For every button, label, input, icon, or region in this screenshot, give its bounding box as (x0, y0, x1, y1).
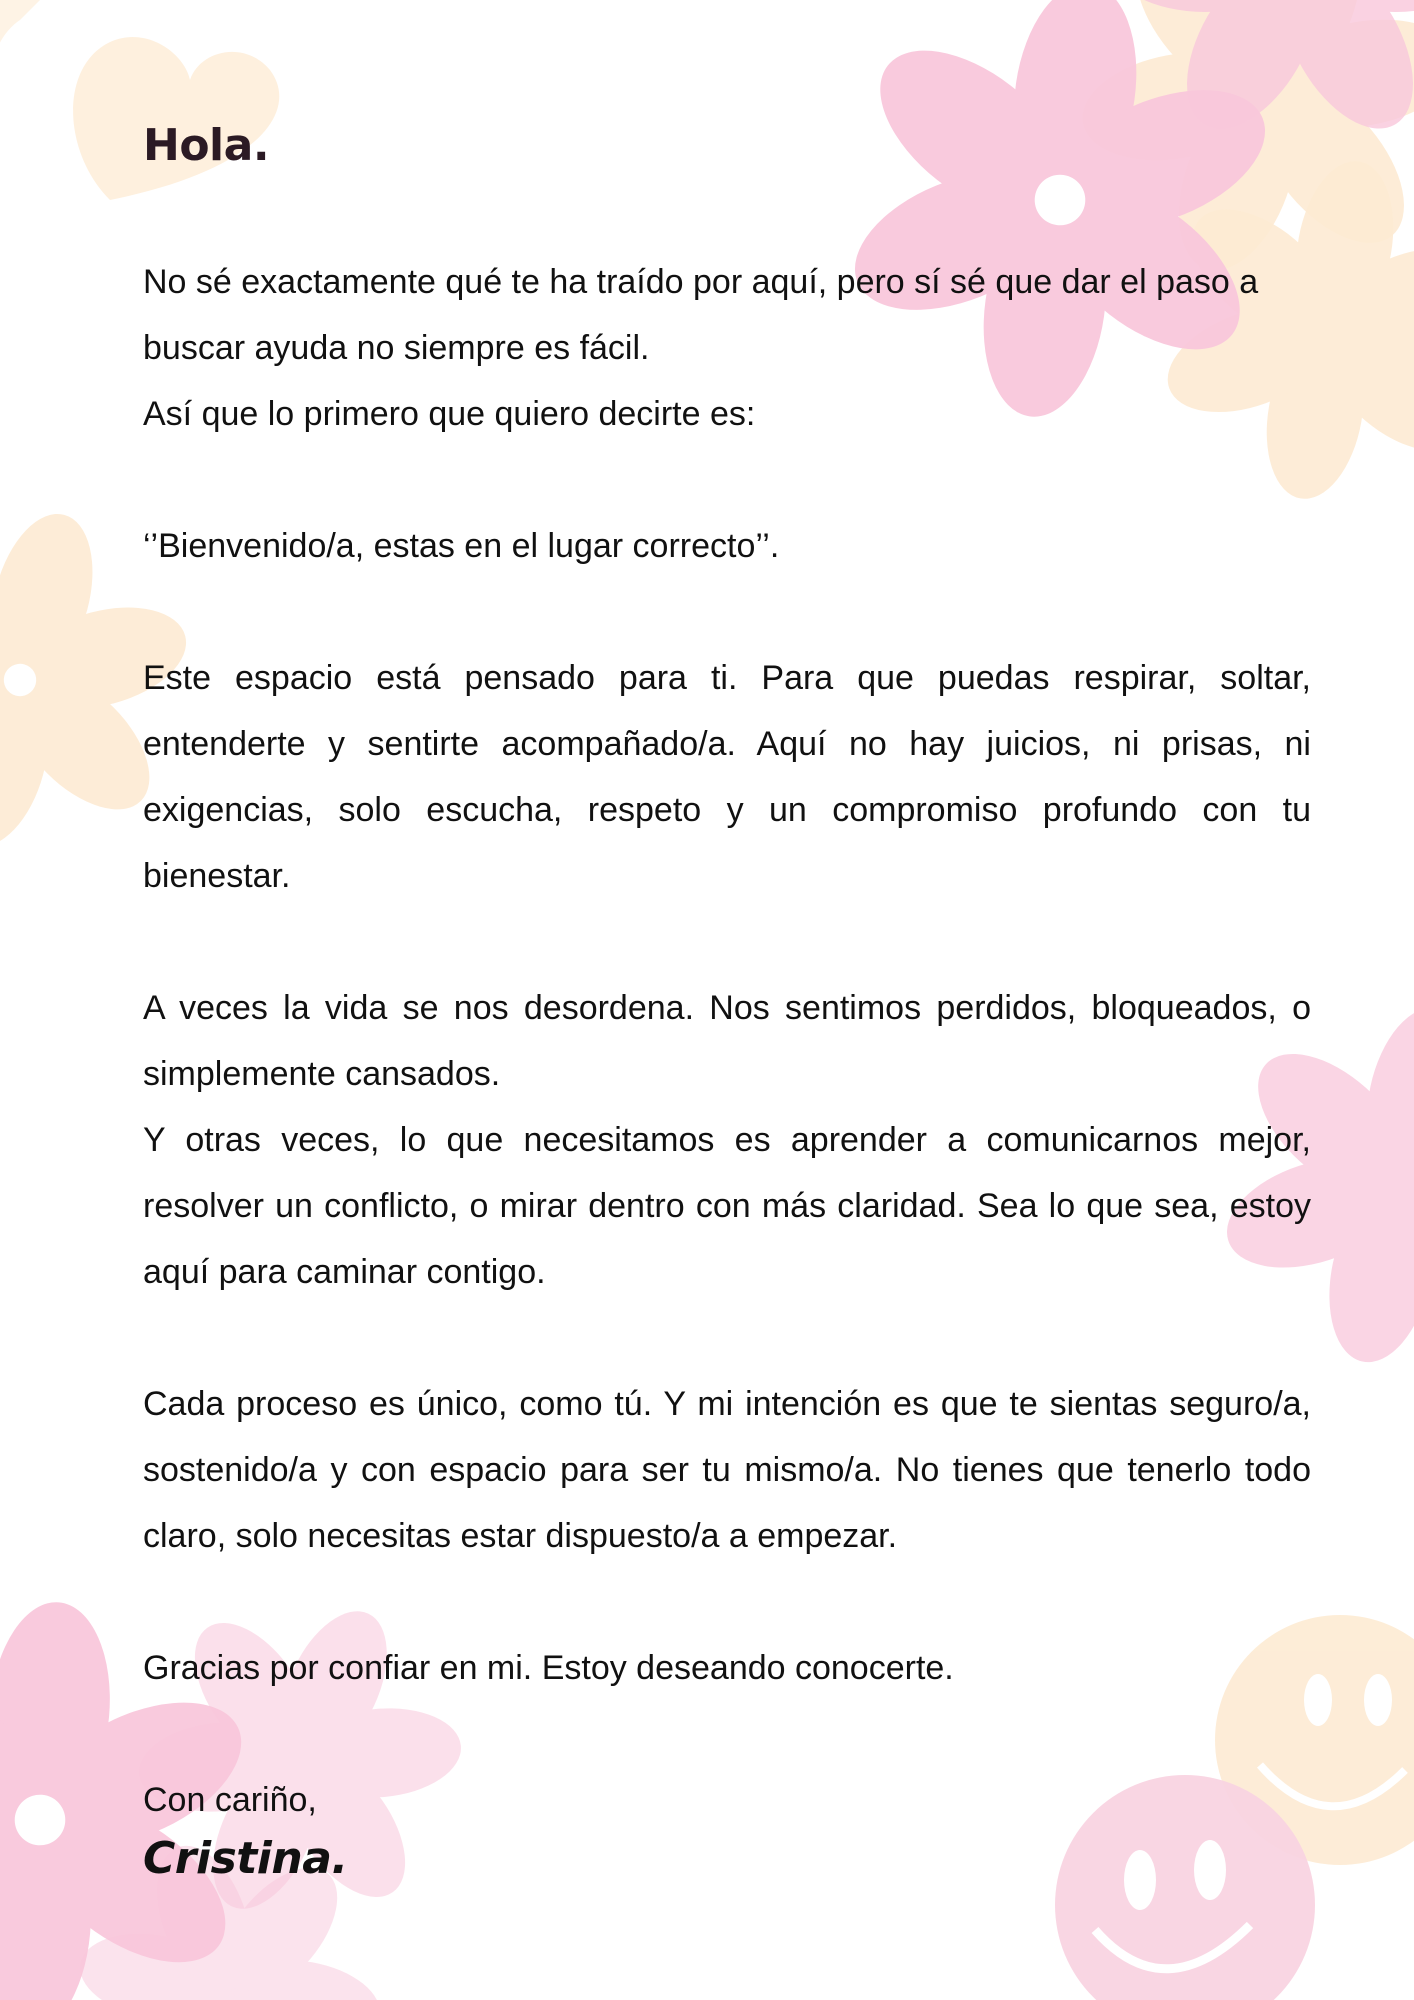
letter-body (143, 120, 1311, 1884)
space-paragraph: Este espacio está pensado para ti. Para que puedas respirar, soltar, entenderte y sentirte acompañado/a. Aquí no hay juicios, ni prisas, ni exigencias, solo escucha, respeto y un compromiso profundo con tu bienestar. (143, 659, 1311, 895)
greeting-heading: Hola. (143, 120, 270, 171)
closing-text: Con cariño, (143, 1781, 317, 1819)
process-paragraph: Cada proceso es único, como tú. Y mi intención es que te sientas seguro/a, sostenido/a y con espacio para ser tu mismo/a. No tienes que tenerlo todo claro, solo necesitas estar dispuesto/a a empezar. (143, 1385, 1311, 1555)
thanks-paragraph: Gracias por confiar en mi. Estoy deseando conocerte. (143, 1649, 954, 1687)
heart-icon (0, 0, 40, 130)
signature: Cristina. (143, 1833, 348, 1884)
life-line: A veces la vida se nos desordena. Nos sentimos perdidos, bloqueados, o simplemente cansados. (143, 989, 1311, 1093)
intro-line: No sé exactamente qué te ha traído por aquí, pero sí sé que dar el paso a buscar ayuda no siempre es fácil. (143, 263, 1259, 367)
intro-paragraph (143, 249, 1311, 447)
life-line: Y otras veces, lo que necesitamos es aprender a comunicarnos mejor, resolver un conflicto, o mirar dentro con más claridad. Sea lo que sea, estoy aquí para caminar contigo. (143, 1121, 1311, 1291)
welcome-quote: ‘’Bienvenido/a, estas en el lugar correcto’’. (143, 527, 780, 565)
life-paragraph (143, 975, 1311, 1305)
intro-line: Así que lo primero que quiero decirte es: (143, 395, 756, 433)
